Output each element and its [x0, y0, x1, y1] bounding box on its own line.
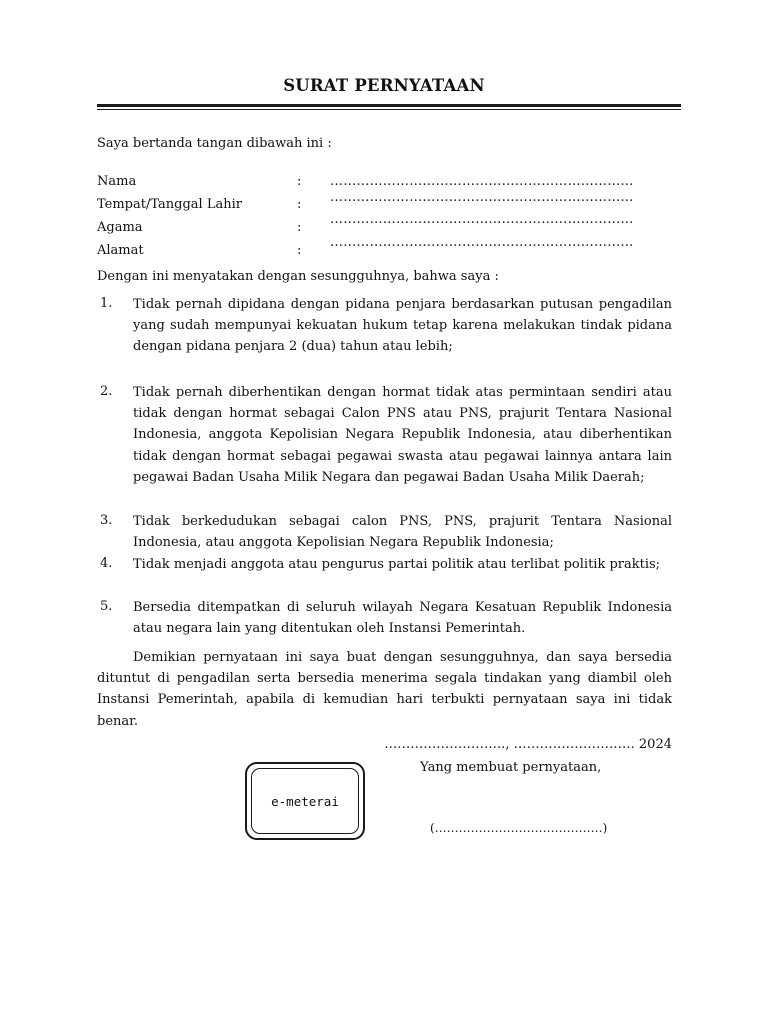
field-label: Nama [97, 174, 137, 189]
field-label: Alamat [97, 243, 144, 258]
title-rule-thick [97, 104, 681, 107]
date-line: ………………………., ………………………. 2024 [384, 737, 672, 752]
field-colon: : [297, 197, 302, 212]
field-colon: : [297, 243, 302, 258]
list-item-number: 2. [100, 384, 113, 399]
title-rule-thin [97, 109, 681, 110]
list-item-number: 3. [100, 513, 113, 528]
field-colon: : [297, 174, 302, 189]
list-item: Tidak menjadi anggota atau pengurus partai politik atau terlibat politik praktis; [133, 557, 661, 572]
field-label: Tempat/Tanggal Lahir [97, 197, 242, 212]
list-item: Tidak pernah diberhentikan dengan hormat tidak atas permintaan sendiri atau tidak dengan hormat sebagai Calon PNS atau PNS, prajurit Tentara Nasional Indonesia, anggota Kepolisian Negara Republik Indonesia, atau diberhentikan tidak dengan hormat sebagai pegawai swasta atau pegawai lainnya antara lain pegawai Badan Usaha Milik Negara dan pegawai Badan Usaha Milik Daerah; [133, 385, 672, 485]
document-title: SURAT PERNYATAAN [283, 76, 485, 95]
declaration-intro: Dengan ini menyatakan dengan sesungguhnya, bahwa saya : [97, 269, 499, 284]
list-item-number: 1. [100, 296, 113, 311]
intro-text: Saya bertanda tangan dibawah ini : [97, 136, 332, 151]
field-dots: …………………………………………………………… [330, 174, 634, 189]
list-item-number: 4. [100, 556, 113, 571]
field-dots: …………………………………………………………… [330, 235, 634, 250]
list-item: Bersedia ditempatkan di seluruh wilayah Negara Kesatuan Republik Indonesia atau negara lain yang ditentukan oleh Instansi Pemerintah. [133, 600, 672, 637]
closing-paragraph: Demikian pernyataan ini saya buat dengan sesungguhnya, dan saya bersedia dituntut di pengadilan serta bersedia menerima segala tindakan yang diambil oleh Instansi Pemerintah, apabila di kemudian hari terbukti pernyataan saya ini tidak benar. [97, 650, 672, 729]
list-item: Tidak pernah dipidana dengan pidana penjara berdasarkan putusan pengadilan yang sudah mempunyai kekuatan hukum tetap karena melakukan tindak pidana dengan pidana penjara 2 (dua) tahun atau lebih; [133, 297, 672, 355]
field-dots: …………………………………………………………… [330, 212, 634, 227]
signer-label: Yang membuat pernyataan, [420, 760, 602, 775]
e-meterai-label: e-meterai [251, 768, 359, 834]
e-meterai-stamp [245, 762, 365, 840]
field-dots: …………………………………………………………… [330, 190, 634, 205]
list-item: Tidak berkedudukan sebagai calon PNS, PNS, prajurit Tentara Nasional Indonesia, atau anggota Kepolisian Negara Republik Indonesia; [133, 514, 672, 551]
field-label: Agama [97, 220, 143, 235]
signature-line: (……………………………………) [430, 821, 608, 835]
field-colon: : [297, 220, 302, 235]
list-item-number: 5. [100, 599, 113, 614]
